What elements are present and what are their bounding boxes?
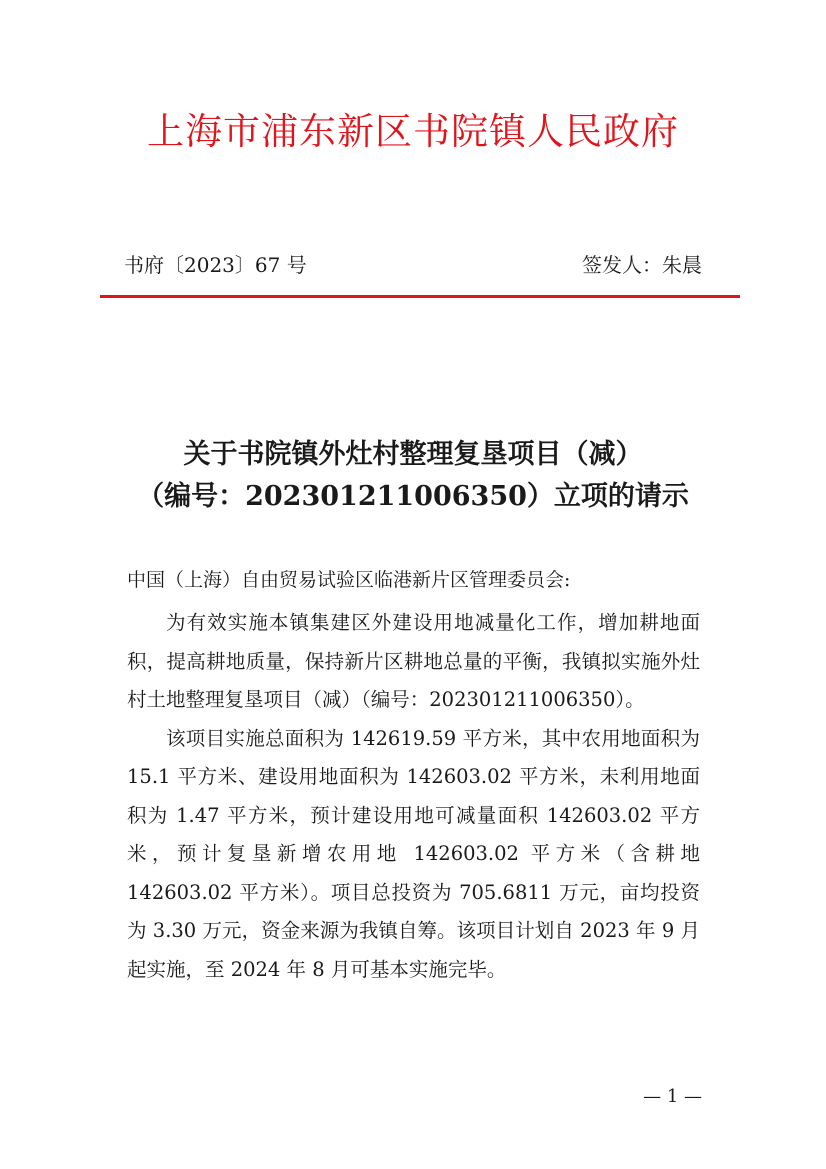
- signer: 签发人：朱晨: [582, 253, 702, 277]
- document-title: [0, 434, 826, 518]
- body-text: [127, 604, 700, 989]
- title-line-1: 关于书院镇外灶村整理复垦项目（减）: [183, 439, 643, 470]
- addressee: 中国（上海）自由贸易试验区临港新片区管理委员会:: [127, 569, 571, 591]
- body-paragraph-1: 为有效实施本镇集建区外建设用地减量化工作，增加耕地面积，提高耕地质量，保持新片区耕地总量的平衡，我镇拟实施外灶村土地整理复垦项目（减）（编号：202301211006350）。: [127, 611, 700, 711]
- issuing-organization-header: 上海市浦东新区书院镇人民政府: [147, 110, 679, 153]
- body-paragraph-2: 该项目实施总面积为 142619.59 平方米，其中农用地面积为 15.1 平方米、建设用地面积为 142603.02 平方米，未利用地面积为 1.47 平方米，预计建设用地可减量面积 142603.02 平方米，预计复垦新增农用地 142603.02 平方米（含耕地 142603.02 平方米）。项目总投资为 705.6811 万元，亩均投资为 3.30 万元，资金来源为我镇自筹。该项目计划自 2023 年 9 月起实施，至 2024 年 8 月可基本实施完毕。: [127, 726, 700, 981]
- title-line-2: （编号：202301211006350）立项的请示: [137, 481, 689, 512]
- red-divider-line: [100, 295, 740, 298]
- page-number: — 1 —: [643, 1086, 702, 1107]
- document-number: 书府〔2023〕67 号: [124, 253, 307, 277]
